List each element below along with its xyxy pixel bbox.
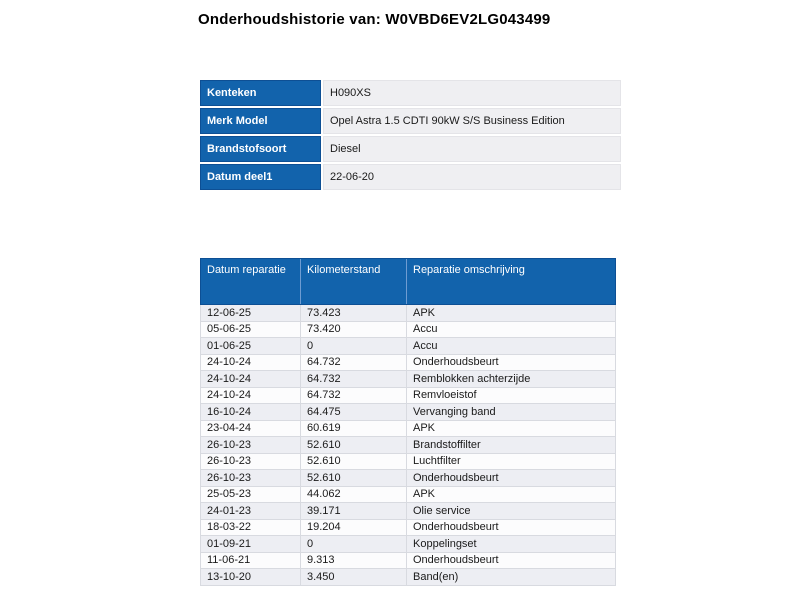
table-row xyxy=(201,305,616,322)
cell: 64.732 xyxy=(301,354,407,371)
table-row xyxy=(201,387,616,404)
cell: Olie service xyxy=(407,503,616,520)
cell: Remvloeistof xyxy=(407,387,616,404)
column-header: Kilometerstand xyxy=(301,259,407,305)
table-row xyxy=(201,371,616,388)
cell: 44.062 xyxy=(301,486,407,503)
table-row xyxy=(201,321,616,338)
cell: Onderhoudsbeurt xyxy=(407,519,616,536)
cell: Band(en) xyxy=(407,569,616,586)
cell: 52.610 xyxy=(301,453,407,470)
cell: 64.732 xyxy=(301,387,407,404)
info-label: Merk Model xyxy=(200,108,321,134)
cell: Vervanging band xyxy=(407,404,616,421)
info-value: 22-06-20 xyxy=(323,164,621,190)
info-value: H090XS xyxy=(323,80,621,106)
cell: 3.450 xyxy=(301,569,407,586)
info-row xyxy=(200,80,621,106)
cell: Onderhoudsbeurt xyxy=(407,470,616,487)
cell: 13-10-20 xyxy=(201,569,301,586)
cell: 0 xyxy=(301,338,407,355)
table-row xyxy=(201,420,616,437)
cell: 64.732 xyxy=(301,371,407,388)
cell: APK xyxy=(407,305,616,322)
table-row xyxy=(201,470,616,487)
vehicle-info-table xyxy=(198,78,623,192)
info-label: Kenteken xyxy=(200,80,321,106)
table-row xyxy=(201,552,616,569)
cell: Koppelingset xyxy=(407,536,616,553)
table-row xyxy=(201,519,616,536)
cell: 39.171 xyxy=(301,503,407,520)
cell: 64.475 xyxy=(301,404,407,421)
cell: APK xyxy=(407,486,616,503)
cell: 24-01-23 xyxy=(201,503,301,520)
table-row xyxy=(201,503,616,520)
cell: 73.420 xyxy=(301,321,407,338)
table-row xyxy=(201,354,616,371)
cell: Remblokken achterzijde xyxy=(407,371,616,388)
cell: Accu xyxy=(407,338,616,355)
column-header: Reparatie omschrijving xyxy=(407,259,616,305)
info-value: Opel Astra 1.5 CDTI 90kW S/S Business Edition xyxy=(323,108,621,134)
page-title: Onderhoudshistorie van: W0VBD6EV2LG043499 xyxy=(198,11,551,28)
cell: 12-06-25 xyxy=(201,305,301,322)
info-row xyxy=(200,108,621,134)
column-header: Datum reparatie xyxy=(201,259,301,305)
cell: Accu xyxy=(407,321,616,338)
cell: 19.204 xyxy=(301,519,407,536)
cell: 11-06-21 xyxy=(201,552,301,569)
cell: 24-10-24 xyxy=(201,354,301,371)
cell: 05-06-25 xyxy=(201,321,301,338)
cell: 73.423 xyxy=(301,305,407,322)
table-row xyxy=(201,536,616,553)
table-row xyxy=(201,486,616,503)
history-header-row xyxy=(201,259,616,305)
cell: 26-10-23 xyxy=(201,453,301,470)
cell: Luchtfilter xyxy=(407,453,616,470)
table-row xyxy=(201,437,616,454)
cell: 01-06-25 xyxy=(201,338,301,355)
cell: 18-03-22 xyxy=(201,519,301,536)
cell: 26-10-23 xyxy=(201,437,301,454)
info-row xyxy=(200,164,621,190)
repair-history-table xyxy=(200,258,616,586)
cell: 52.610 xyxy=(301,437,407,454)
cell: 52.610 xyxy=(301,470,407,487)
table-row xyxy=(201,404,616,421)
info-label: Datum deel1 xyxy=(200,164,321,190)
info-row xyxy=(200,136,621,162)
table-row xyxy=(201,338,616,355)
cell: 24-10-24 xyxy=(201,371,301,388)
cell: 01-09-21 xyxy=(201,536,301,553)
cell: 9.313 xyxy=(301,552,407,569)
cell: 26-10-23 xyxy=(201,470,301,487)
cell: 16-10-24 xyxy=(201,404,301,421)
cell: 25-05-23 xyxy=(201,486,301,503)
table-row xyxy=(201,453,616,470)
cell: Onderhoudsbeurt xyxy=(407,354,616,371)
cell: Brandstoffilter xyxy=(407,437,616,454)
cell: 23-04-24 xyxy=(201,420,301,437)
cell: Onderhoudsbeurt xyxy=(407,552,616,569)
cell: 60.619 xyxy=(301,420,407,437)
info-value: Diesel xyxy=(323,136,621,162)
cell: 0 xyxy=(301,536,407,553)
table-row xyxy=(201,569,616,586)
cell: APK xyxy=(407,420,616,437)
info-label: Brandstofsoort xyxy=(200,136,321,162)
cell: 24-10-24 xyxy=(201,387,301,404)
